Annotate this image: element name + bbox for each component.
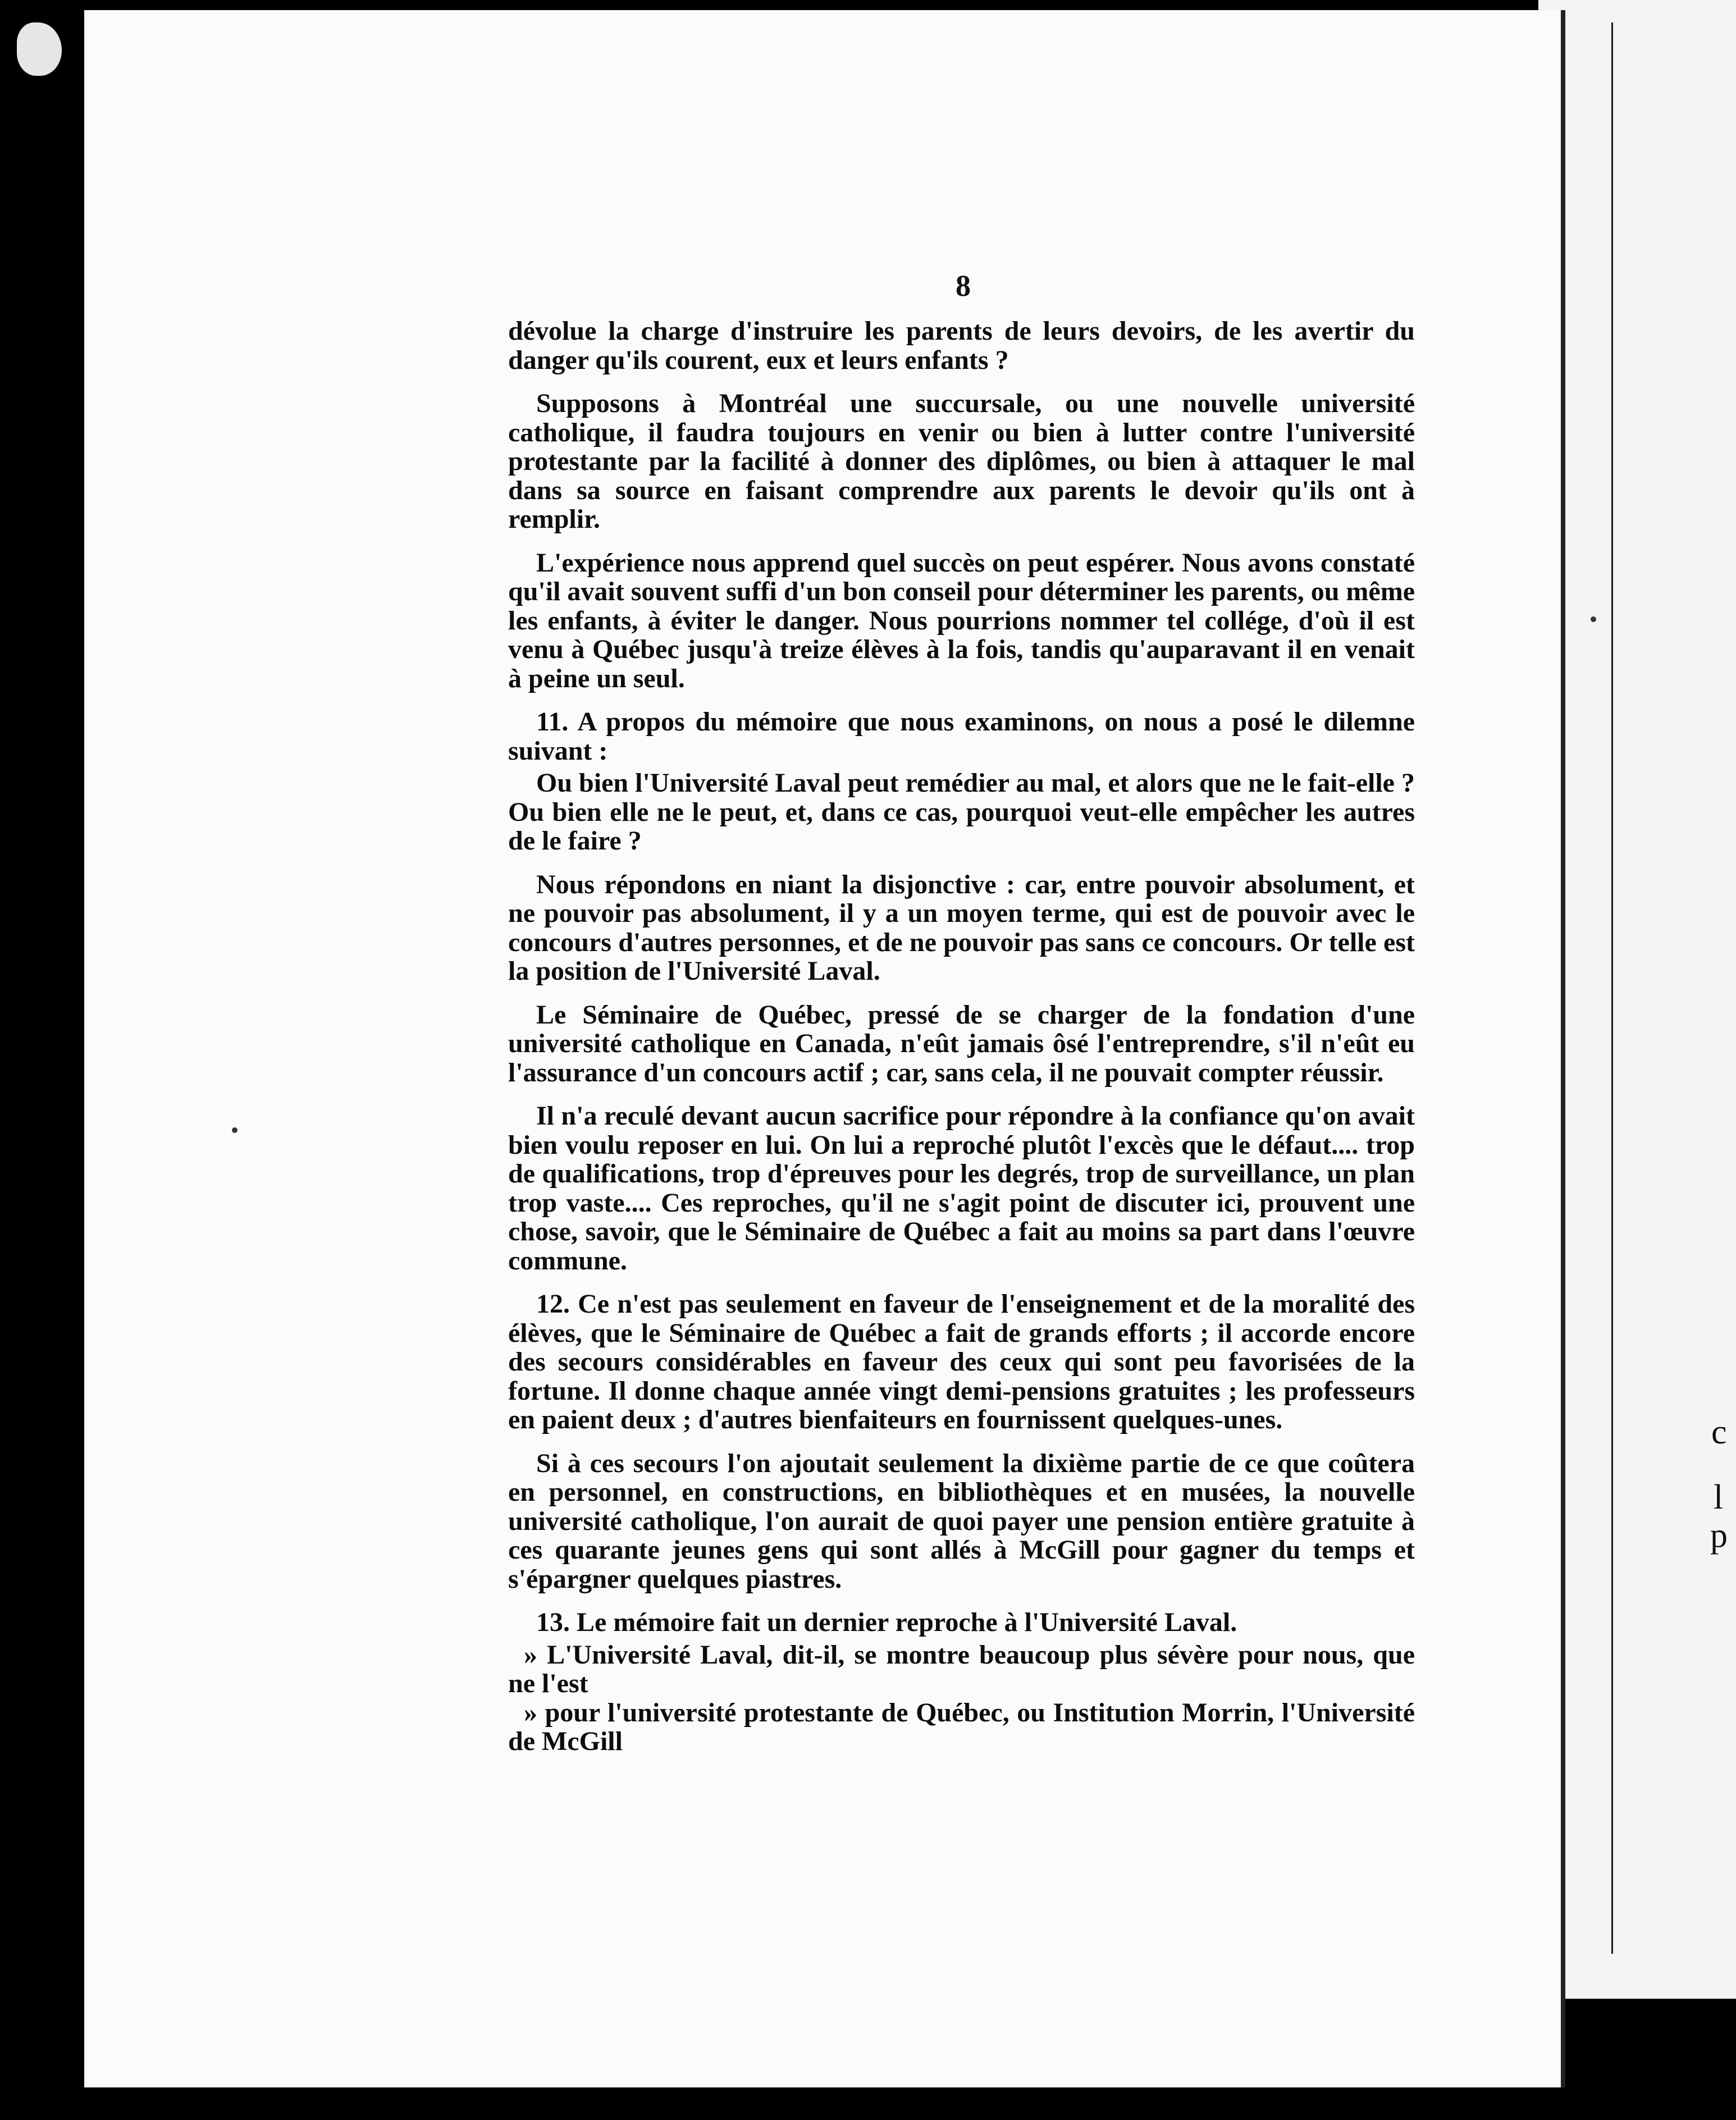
scan-artifact	[17, 22, 62, 76]
facing-page-fragment: c	[1711, 1413, 1727, 1451]
facing-page-edge	[1538, 0, 1736, 1999]
scan-speck	[232, 1127, 237, 1133]
page-gutter-line	[1611, 22, 1613, 1954]
quotation-line: » L'Université Laval, dit-il, se montre beaucoup plus sévère pour nous, que ne l'est	[508, 1639, 1415, 1698]
scan-speck	[1591, 616, 1596, 622]
paragraph: L'expérience nous apprend quel succès on peut espérer. Nous avons constaté qu'il avait souvent suffi d'un bon conseil pour déterminer les parents, ou même les enfants, à éviter le danger. Nous pourrions nommer tel collége, d'où il est venu à Québec jusqu'à treize élèves à la fois, tandis qu'auparavant il en venait à peine un seul.	[508, 547, 1415, 693]
paragraph: Nous répondons en niant la disjonctive : car, entre pouvoir absolument, et ne pouvoir pas absolument, il y a un moyen terme, qui est de pouvoir avec le concours d'autres personnes, et de ne pouvoir pas sans ce concours. Or telle est la position de l'Université Laval.	[508, 869, 1415, 986]
section-paragraph-12: 12. Ce n'est pas seulement en faveur de l'enseignement et de la moralité des élèves, que le Séminaire de Québec a fait de grands efforts ; il accorde encore des secours considérables en faveur des ceux qui sont peu favorisées de la fortune. Il donne chaque année vingt demi-pensions gratuites ; les professeurs en paient deux ; d'autres bienfaiteurs en fournissent quelques-unes.	[508, 1289, 1415, 1434]
page-number: 8	[956, 269, 971, 303]
facing-page-fragment: p	[1710, 1516, 1728, 1555]
section-paragraph-13: 13. Le mémoire fait un dernier reproche à l'Université Laval.	[536, 1607, 1237, 1637]
facing-page-fragment: l	[1714, 1478, 1724, 1516]
paragraph: Le Séminaire de Québec, pressé de se charger de la fondation d'une université catholique en Canada, n'eût jamais ôsé l'entreprendre, s'il n'eût eu l'assurance d'un concours actif ; car, sans cela, il ne pouvait compter réussir.	[508, 999, 1415, 1088]
paragraph: dévolue la charge d'instruire les parents de leurs devoirs, de les avertir du danger qu'ils courent, eux et leurs enfants ?	[508, 316, 1415, 375]
paragraph: Supposons à Montréal une succursale, ou une nouvelle université catholique, il faudra toujours en venir ou bien à lutter contre l'université protestante par la facilité à donner des diplômes, ou bien à attaquer le mal dans sa source en faisant comprendre aux parents le devoir qu'ils ont à remplir.	[508, 389, 1415, 534]
body-text	[508, 317, 1415, 1756]
paragraph: Ou bien l'Université Laval peut remédier au mal, et alors que ne le fait-elle ? Ou bien elle ne le peut, et, dans ce cas, pourquoi veut-elle empêcher les autres de le faire ?	[508, 768, 1415, 856]
paragraph: Il n'a reculé devant aucun sacrifice pour répondre à la confiance qu'on avait bien voulu reposer en lui. On lui a reproché plutôt l'excès que le défaut.... trop de qualifications, trop d'épreuves pour les degrés, trop de surveillance, un plan trop vaste.... Ces reproches, qu'il ne s'agit point de discuter ici, prouvent une chose, savoir, que le Séminaire de Québec a fait au moins sa part dans l'œuvre commune.	[508, 1101, 1415, 1276]
quotation-line: » pour l'université protestante de Québec, ou Institution Morrin, l'Université de McGill	[508, 1697, 1415, 1756]
section-paragraph-11: 11. A propos du mémoire que nous examinons, on nous a posé le dilemne suivant :	[508, 707, 1415, 766]
paragraph: Si à ces secours l'on ajoutait seulement la dixième partie de ce que coûtera en personnel, en constructions, en bibliothèques et en musées, la nouvelle université catholique, l'on aurait de quoi payer une pension entière gratuite à ces quarante jeunes gens qui sont allés à McGill pour gagner du temps et s'épargner quelques piastres.	[508, 1448, 1415, 1594]
